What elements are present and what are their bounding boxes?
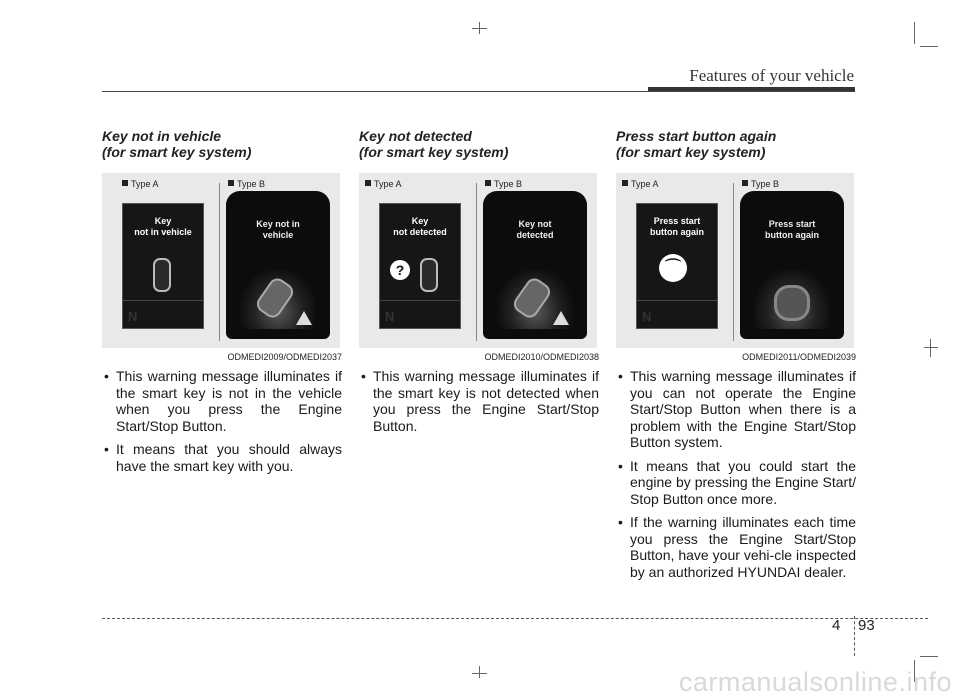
gear-indicator: N <box>385 309 399 324</box>
crop-mark-br-h <box>920 656 938 657</box>
display-message: Key not in vehicle <box>134 216 192 237</box>
bullet-list <box>102 368 342 481</box>
smart-key-icon <box>153 258 171 292</box>
display-message: Key not detected <box>516 219 554 240</box>
watermark: carmanualsonline.info <box>678 667 952 697</box>
warning-figure <box>359 173 597 348</box>
heading-line1: Key not in vehicle <box>102 128 222 144</box>
column-heading <box>616 128 856 160</box>
crop-mark-tr-h <box>920 46 938 47</box>
heading-line1: Key not detected <box>359 128 472 144</box>
heading-line2: (for smart key system) <box>359 144 509 160</box>
cluster-display-type-a <box>379 203 461 329</box>
display-separator <box>380 300 460 301</box>
bullet-item: • It means that you could start the engine by pressing the Engine Start/ Stop Button once more. <box>616 458 856 508</box>
crop-mark-top-h <box>472 28 487 29</box>
bullet-item: • If the warning illuminates each time you press the Engine Start/Stop Button, have your vehi-cle inspected by an authorized HYUNDAI dealer. <box>616 514 856 580</box>
column-press-start-button-again <box>616 128 856 580</box>
gear-indicator: N <box>642 309 656 324</box>
crop-mark-right-v <box>930 339 931 357</box>
display-message: Key not detected <box>393 216 447 237</box>
bullet-item: • This warning message illuminates if the smart key is not detected when you press the Engine Start/Stop Button. <box>359 368 599 434</box>
crop-mark-right-h <box>924 347 938 348</box>
column-heading <box>102 128 342 160</box>
cluster-display-type-b <box>740 191 844 339</box>
figure-divider <box>476 183 477 341</box>
heading-line2: (for smart key system) <box>102 144 252 160</box>
cluster-display-type-b <box>483 191 587 339</box>
footer-rule <box>102 618 928 619</box>
cluster-display-type-b <box>226 191 330 339</box>
start-button-icon <box>774 285 810 321</box>
warning-triangle-icon <box>296 311 312 325</box>
type-a-label: Type A <box>365 179 402 189</box>
question-mark-icon: ? <box>390 260 410 280</box>
figure-divider <box>733 183 734 341</box>
type-a-label: Type A <box>622 179 659 189</box>
page-number: 93 <box>858 617 875 634</box>
bullet-item: • It means that you should always have the smart key with you. <box>102 441 342 474</box>
column-key-not-in-vehicle <box>102 128 342 474</box>
smart-key-icon <box>420 258 438 292</box>
figure-code: ODMEDI2009/ODMEDI2037 <box>227 352 342 362</box>
crop-mark-tr-v <box>914 22 915 44</box>
crop-mark-bottom-v <box>479 666 480 678</box>
column-key-not-detected <box>359 128 599 434</box>
heading-line2: (for smart key system) <box>616 144 766 160</box>
figure-divider <box>219 183 220 341</box>
section-title: Features of your vehicle <box>689 66 854 85</box>
column-heading <box>359 128 599 160</box>
warning-triangle-icon <box>553 311 569 325</box>
chapter-number: 4 <box>832 617 841 634</box>
header-rule <box>102 91 854 92</box>
display-separator <box>637 300 717 301</box>
figure-code: ODMEDI2011/ODMEDI2039 <box>742 352 856 362</box>
figure-code: ODMEDI2010/ODMEDI2038 <box>484 352 599 362</box>
type-a-label: Type A <box>122 179 159 189</box>
display-separator <box>123 300 203 301</box>
type-b-label: Type B <box>228 179 265 189</box>
cluster-display-type-a <box>122 203 204 329</box>
display-message: Key not in vehicle <box>256 219 300 240</box>
heading-line1: Press start button again <box>616 128 777 144</box>
warning-figure <box>102 173 340 348</box>
bullet-list <box>359 368 599 441</box>
display-message: Press start button again <box>650 216 704 237</box>
bullet-item: • This warning message illuminates if the smart key is not in the vehicle when you press the Engine Start/Stop Button. <box>102 368 342 434</box>
type-b-label: Type B <box>742 179 779 189</box>
type-b-label: Type B <box>485 179 522 189</box>
display-message: Press start button again <box>765 219 819 240</box>
bullet-list <box>616 368 856 587</box>
cluster-display-type-a <box>636 203 718 329</box>
gear-indicator: N <box>128 309 142 324</box>
signal-icon: ⌒ <box>659 254 687 282</box>
bullet-item: • This warning message illuminates if you can not operate the Engine Start/Stop Button when there is a problem with the Engine Start/Stop Button system. <box>616 368 856 451</box>
footer-divider <box>854 616 856 656</box>
warning-figure <box>616 173 854 348</box>
crop-mark-bottom-h <box>472 673 487 674</box>
